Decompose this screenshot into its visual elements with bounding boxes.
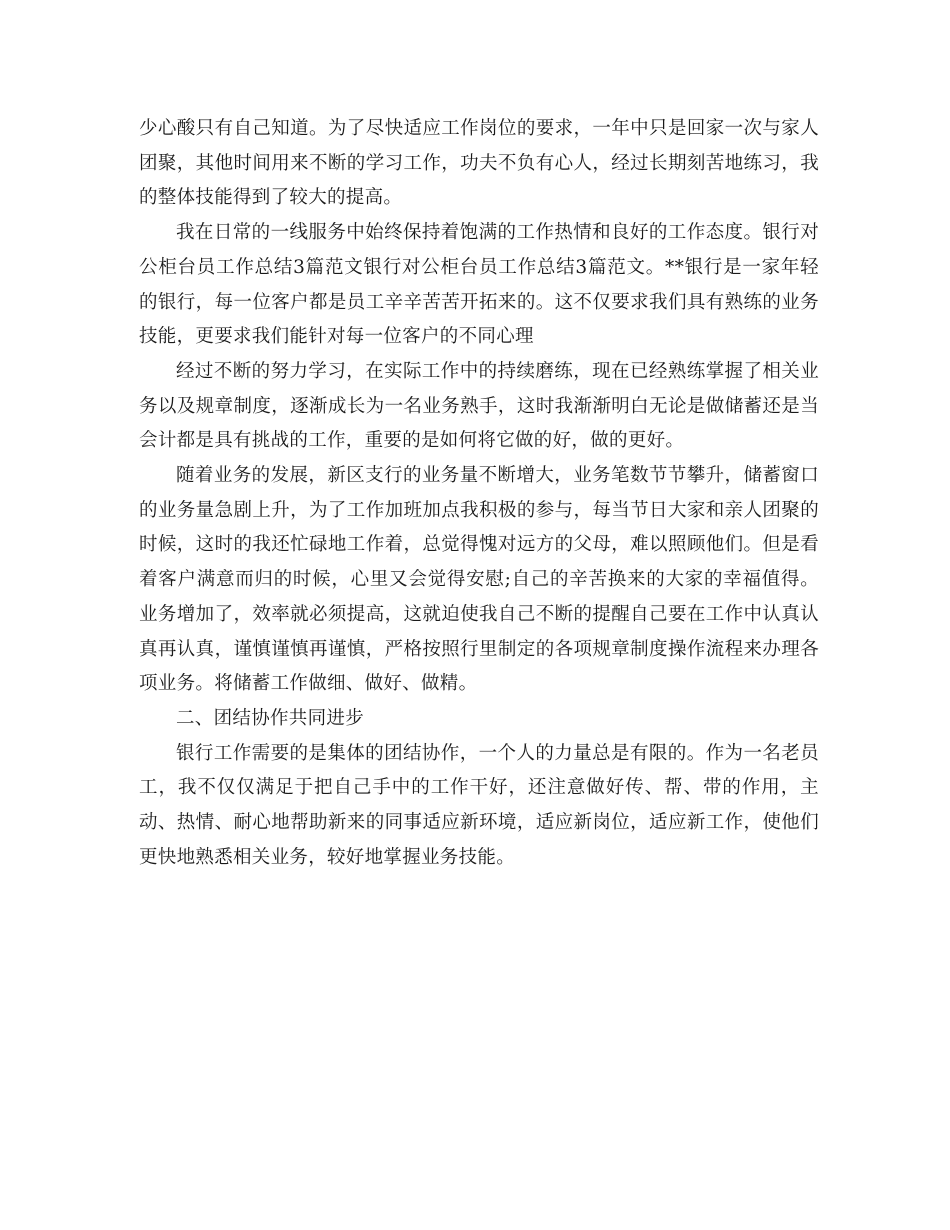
paragraph-learning: 经过不断的努力学习，在实际工作中的持续磨练，现在已经熟练掌握了相关业务以及规章制度，逐渐成长为一名业务熟手，这时我渐渐明白无论是做储蓄还是当会计都是具有挑战的工作，重要的是如何将它做的好，做的更好。	[139, 360, 819, 452]
section-heading-teamwork: 二、团结协作共同进步	[176, 707, 365, 729]
paragraph-teamwork: 银行工作需要的是集体的团结协作，一个人的力量总是有限的。作为一名老员工，我不仅仅满足于把自己手中的工作干好，还注意做好传、帮、带的作用，主动、热情、耐心地帮助新来的同事适应新环境，适应新岗位，适应新工作，使他们更快地熟悉相关业务，较好地掌握业务技能。	[139, 742, 819, 868]
document-body	[139, 112, 819, 875]
paragraph-work-attitude: 我在日常的一线服务中始终保持着饱满的工作热情和良好的工作态度。银行对公柜台员工作总结3篇范文银行对公柜台员工作总结3篇范文。**银行是一家年轻的银行，每一位客户都是员工辛辛苦苦开拓来的。这不仅要求我们具有熟练的业务技能，更要求我们能针对每一位客户的不同心理	[139, 222, 819, 348]
paragraph-continuation: 少心酸只有自己知道。为了尽快适应工作岗位的要求，一年中只是回家一次与家人团聚，其他时间用来不断的学习工作，功夫不负有心人，经过长期刻苦地练习，我的整体技能得到了较大的提高。	[139, 118, 819, 209]
paragraph-business-growth: 随着业务的发展，新区支行的业务量不断增大，业务笔数节节攀升，储蓄窗口的业务量急剧上升，为了工作加班加点我积极的参与，每当节日大家和亲人团聚的时候，这时的我还忙碌地工作着，总觉得愧对远方的父母，难以照顾他们。但是看着客户满意而归的时候，心里又会觉得安慰;自己的辛苦换来的大家的幸福值得。业务增加了，效率就必须提高，这就迫使我自己不断的提醒自己要在工作中认真认真再认真，谨慎谨慎再谨慎，严格按照行里制定的各项规章制度操作流程来办理各项业务。将储蓄工作做细、做好、做精。	[139, 465, 819, 695]
